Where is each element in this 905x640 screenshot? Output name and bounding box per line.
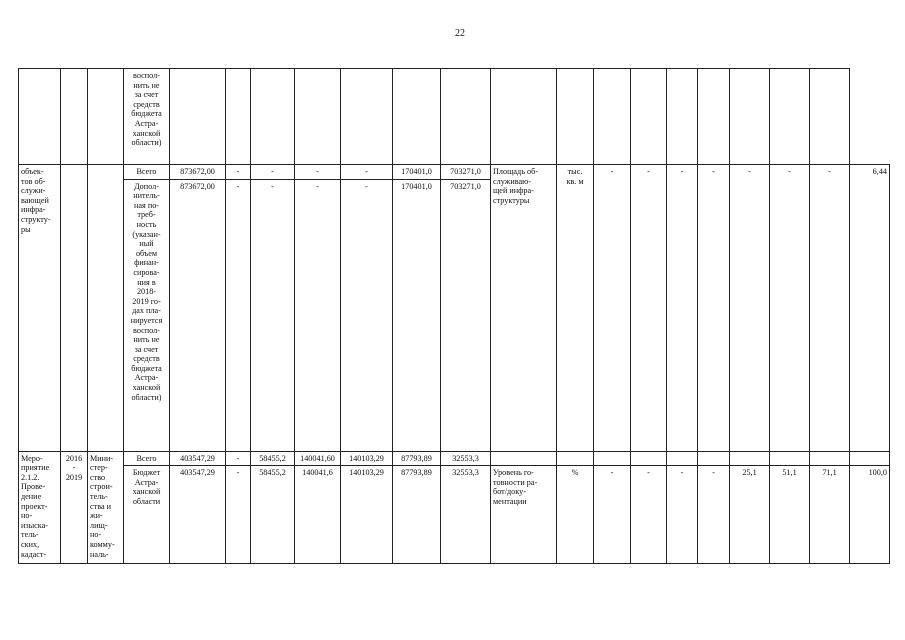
value-cell: - bbox=[226, 179, 251, 451]
value-cell: 403547,29 bbox=[170, 466, 226, 564]
page-number: 22 bbox=[455, 28, 465, 39]
cell bbox=[295, 69, 341, 165]
indicator-value-cell: - bbox=[631, 466, 667, 564]
indicator-value-cell: - bbox=[730, 165, 770, 452]
indicator-value-cell: 100,0 bbox=[850, 466, 890, 564]
indicator-value-cell: - bbox=[594, 466, 631, 564]
value-cell: 87793,89 bbox=[393, 451, 441, 466]
measure-name-cell: Меро- приятие 2.1.2. Прове- дение проект- но- изыска- тель- ских, кадаст- bbox=[19, 451, 61, 564]
period-cell: 2016 - 2019 bbox=[61, 451, 88, 564]
indicator-value-cell: - bbox=[810, 165, 850, 452]
cell bbox=[698, 451, 730, 466]
table-row bbox=[19, 451, 890, 466]
value-cell: - bbox=[341, 165, 393, 180]
cell bbox=[631, 451, 667, 466]
cell bbox=[631, 69, 667, 165]
indicator-value-cell: 71,1 bbox=[810, 466, 850, 564]
cell bbox=[594, 451, 631, 466]
indicator-value-cell: - bbox=[594, 165, 631, 452]
cell bbox=[770, 451, 810, 466]
funding-source-cell: Бюджет Астра- ханской области bbox=[124, 466, 170, 564]
object-name-cell: объек- тов об- служи- вающей инфра- структу- ры bbox=[19, 165, 61, 452]
funding-source-cell: Всего bbox=[124, 165, 170, 180]
cell bbox=[226, 69, 251, 165]
cell bbox=[88, 69, 124, 165]
value-cell: 703271,0 bbox=[441, 179, 491, 451]
table-row bbox=[19, 165, 890, 180]
value-cell: 32553,3 bbox=[441, 466, 491, 564]
cell bbox=[341, 69, 393, 165]
cell bbox=[667, 69, 698, 165]
indicator-value-cell: - bbox=[770, 165, 810, 452]
unit-cell: тыс. кв. м bbox=[557, 165, 594, 452]
cell bbox=[61, 165, 88, 452]
cell bbox=[251, 69, 295, 165]
cell bbox=[810, 451, 850, 466]
value-cell: - bbox=[295, 179, 341, 451]
cell bbox=[770, 69, 810, 165]
indicator-value-cell: - bbox=[631, 165, 667, 452]
value-cell: 32553,3 bbox=[441, 451, 491, 466]
cell bbox=[491, 69, 557, 165]
value-cell: 170401,0 bbox=[393, 165, 441, 180]
indicator-value-cell: 51,1 bbox=[770, 466, 810, 564]
cell bbox=[88, 165, 124, 452]
value-cell: 58455,2 bbox=[251, 451, 295, 466]
cell bbox=[667, 451, 698, 466]
cell bbox=[557, 69, 594, 165]
cell bbox=[730, 69, 770, 165]
value-cell: 873672,00 bbox=[170, 179, 226, 451]
cell bbox=[393, 69, 441, 165]
cell bbox=[698, 69, 730, 165]
table-row bbox=[19, 69, 890, 165]
value-cell: 87793,89 bbox=[393, 466, 441, 564]
value-cell: 140103,29 bbox=[341, 466, 393, 564]
funding-source-cell: воспол- нить не за счет средств бюджета Астра- ханской области) bbox=[124, 69, 170, 165]
cell bbox=[441, 69, 491, 165]
cell bbox=[810, 69, 850, 165]
cell bbox=[19, 69, 61, 165]
indicator-value-cell: - bbox=[698, 466, 730, 564]
value-cell: 873672,00 bbox=[170, 165, 226, 180]
value-cell: 140041,60 bbox=[295, 451, 341, 466]
value-cell: 403547,29 bbox=[170, 451, 226, 466]
unit-cell: % bbox=[557, 466, 594, 564]
value-cell: - bbox=[226, 466, 251, 564]
executor-cell: Мини- стер- ство строи- тель- ства и жи- лищ- но- комму- наль- bbox=[88, 451, 124, 564]
table-row bbox=[19, 466, 890, 564]
value-cell: - bbox=[226, 451, 251, 466]
cell bbox=[557, 451, 594, 466]
funding-source-cell: Допол- нитель- ная по- треб- ность (указан- ный объем финан- сирова- ния в 2018- 2019 го- дах пла- нируется воспол- нить не за счет средств бюджета Астра- ханской области) bbox=[124, 179, 170, 451]
cell bbox=[850, 451, 890, 466]
value-cell: 140103,29 bbox=[341, 451, 393, 466]
funding-source-cell: Всего bbox=[124, 451, 170, 466]
indicator-name-cell: Уровень го- товности ра- бот/доку- ментации bbox=[491, 466, 557, 564]
indicator-value-cell: - bbox=[698, 165, 730, 452]
value-cell: 703271,0 bbox=[441, 165, 491, 180]
cell bbox=[61, 69, 88, 165]
cell bbox=[491, 451, 557, 466]
value-cell: 58455,2 bbox=[251, 466, 295, 564]
value-cell: - bbox=[295, 165, 341, 180]
indicator-name-cell: Площадь об- служиваю- щей инфра- структуры bbox=[491, 165, 557, 452]
program-table bbox=[18, 68, 890, 564]
value-cell: - bbox=[226, 165, 251, 180]
cell bbox=[594, 69, 631, 165]
indicator-value-cell: 25,1 bbox=[730, 466, 770, 564]
value-cell: 140041,6 bbox=[295, 466, 341, 564]
value-cell: - bbox=[251, 165, 295, 180]
value-cell: - bbox=[251, 179, 295, 451]
indicator-value-cell: - bbox=[667, 466, 698, 564]
cell bbox=[170, 69, 226, 165]
value-cell: 170401,0 bbox=[393, 179, 441, 451]
indicator-value-cell: 6,44 bbox=[850, 165, 890, 452]
indicator-value-cell: - bbox=[667, 165, 698, 452]
cell bbox=[730, 451, 770, 466]
value-cell: - bbox=[341, 179, 393, 451]
